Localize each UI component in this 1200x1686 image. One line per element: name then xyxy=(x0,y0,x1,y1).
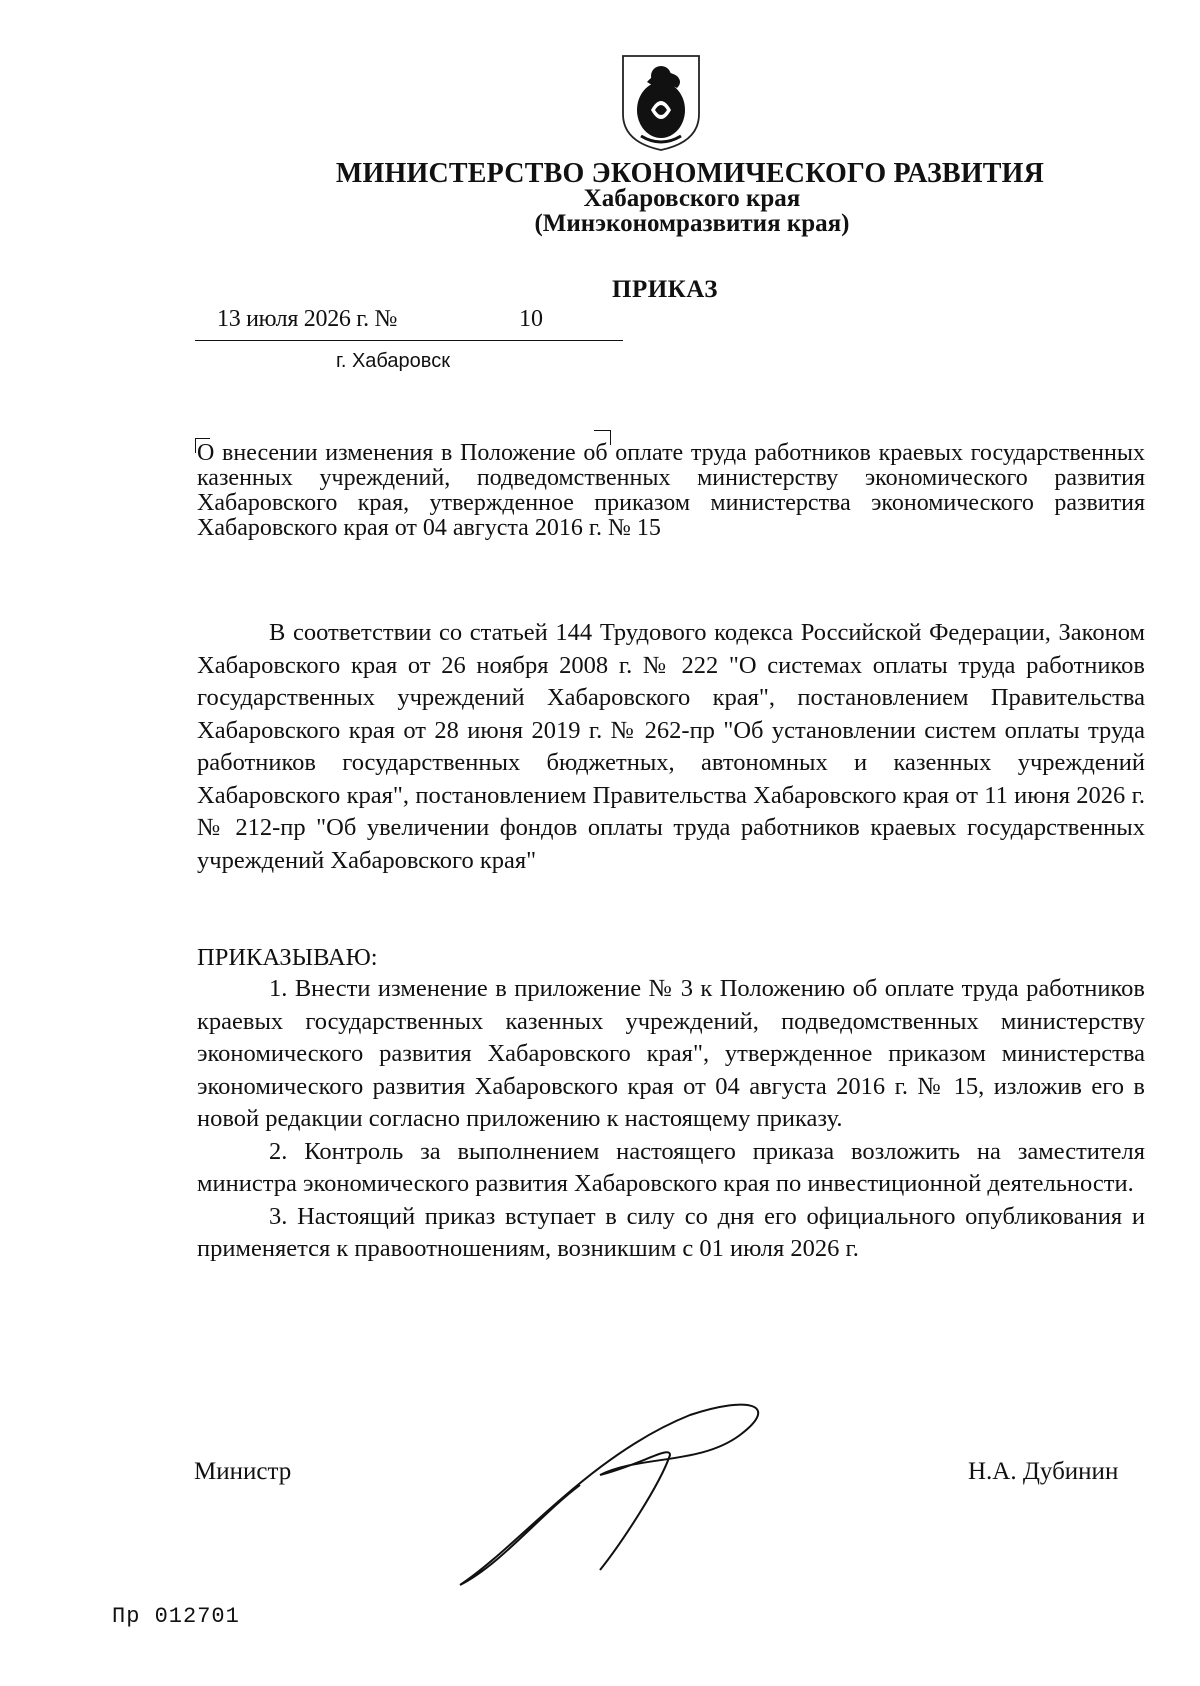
order-item-2: 2. Контроль за выполнением настоящего приказа возложить на заместителя министра экономического развития Хабаровского края по инвестиционной деятельности. xyxy=(197,1137,1145,1197)
order-item-1: 1. Внести изменение в приложение № 3 к Положению об оплате труда работников краевых государственных казенных учреждений, подведомственных министерству экономического развития Хабаровского края", утвержденное приказом министерства экономического развития Хабаровского края от 04 августа 2016 г. № 15, изложив его в новой редакции согласно приложению к настоящему приказу. xyxy=(197,975,1145,1132)
order-word: ПРИКАЗЫВАЮ: xyxy=(197,944,378,971)
handwritten-signature xyxy=(440,1395,800,1595)
order-date: 13 июля 2026 г. № xyxy=(217,306,398,332)
order-number: 10 xyxy=(519,306,543,332)
document-type: ПРИКАЗ xyxy=(612,276,718,303)
order-items xyxy=(197,973,1145,1266)
signatory-position: Министр xyxy=(194,1458,292,1485)
ministry-abbreviation: (Минэкономразвития края) xyxy=(534,210,850,237)
signatory-name: Н.А. Дубинин xyxy=(968,1458,1119,1485)
preamble-text: В соответствии со статьей 144 Трудового кодекса Российской Федерации, Законом Хабаровского края от 26 ноября 2008 г. № 222 "О системах оплаты труда работников государственных учреждений Хабаровского края", постановлением Правительства Хабаровского края от 28 июня 2019 г. № 262-пр "Об установлении систем оплаты труда работников государственных бюджетных, автономных и казенных учреждений Хабаровского края", постановлением Правительства Хабаровского края от 11 июня 2026 г. № 212-пр "Об увеличении фондов оплаты труда работников краевых государственных учреждений Хабаровского края" xyxy=(197,619,1145,874)
date-underline xyxy=(195,340,623,341)
city: г. Хабаровск xyxy=(336,350,450,372)
order-subject: О внесении изменения в Положение об оплате труда работников краевых государственных казенных учреждений, подведомственных министерству экономического развития Хабаровского края, утвержденное приказом министерства экономического развития Хабаровского края от 04 августа 2016 г. № 15 xyxy=(197,440,1145,541)
ministry-title: МИНИСТЕРСТВО ЭКОНОМИЧЕСКОГО РАЗВИТИЯ xyxy=(335,158,1045,189)
document-code: Пр 012701 xyxy=(112,1604,240,1629)
coat-of-arms-emblem xyxy=(617,52,705,152)
preamble xyxy=(197,617,1145,877)
region-title: Хабаровского края xyxy=(583,185,801,212)
order-item-3: 3. Настоящий приказ вступает в силу со дня его официального опубликования и применяется к правоотношениям, возникшим с 01 июля 2026 г. xyxy=(197,1202,1145,1262)
